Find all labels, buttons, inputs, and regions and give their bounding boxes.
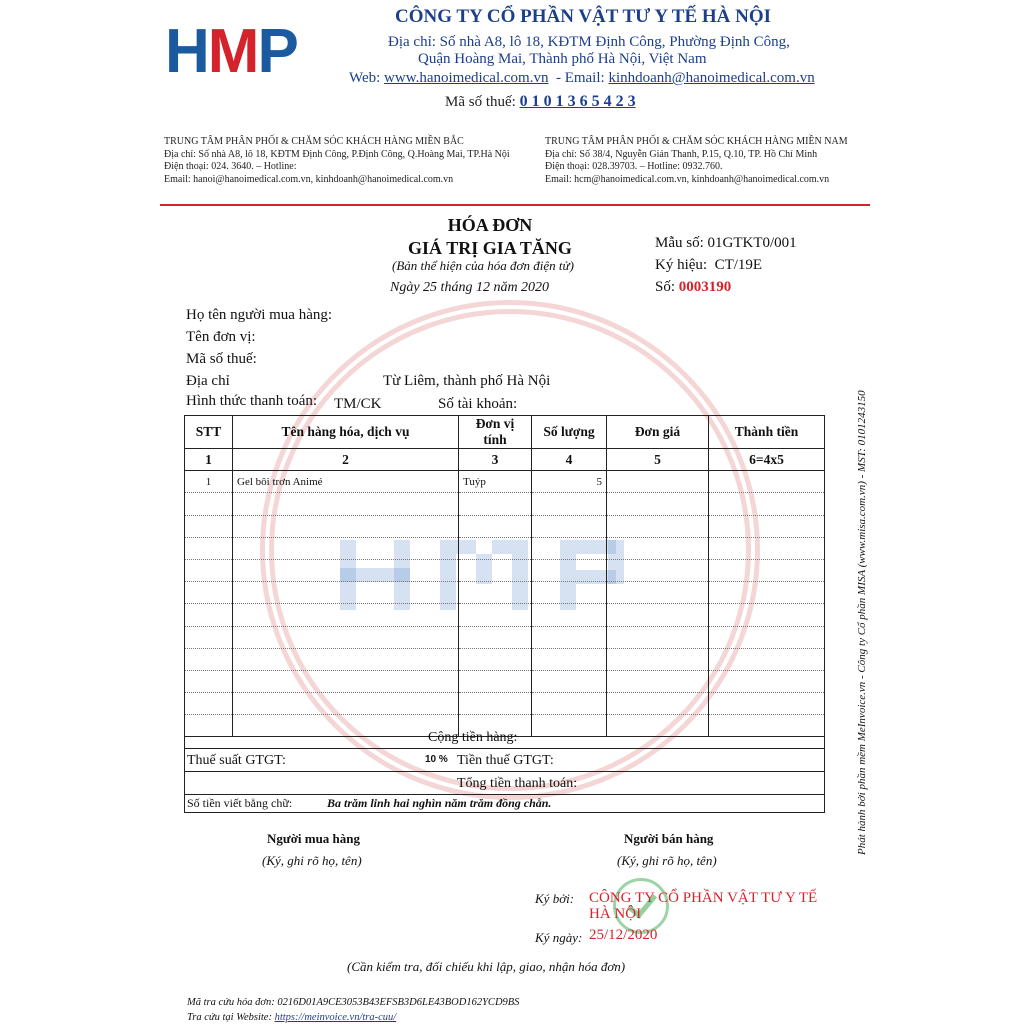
invoice-number: 0003190	[678, 279, 732, 295]
web-label: Web:	[349, 70, 381, 86]
amount-words: Ba trăm linh hai nghìn năm trăm đồng chẵn.	[327, 796, 552, 810]
email-label: - Email:	[555, 70, 605, 86]
seller-signature-title: Người bán hàng	[624, 831, 714, 846]
signed-by: CÔNG TY CỔ PHẦN VẬT TƯ Y TẾ HÀ NỘI	[589, 890, 818, 922]
amount-words-label: Số tiền viết bằng chữ:	[187, 796, 293, 810]
company-address-2: Quận Hoàng Mai, Thành phố Hà Nội, Việt Nam	[418, 51, 707, 67]
subtotal-label: Cộng tiền hàng:	[428, 730, 518, 745]
signed-date: 25/12/2020	[589, 927, 658, 943]
buyer-address: Từ Liêm, thành phố Hà Nội	[383, 373, 551, 389]
vat-rate-label: Thuế suất GTGT:	[187, 753, 286, 768]
header-divider	[160, 204, 870, 206]
check-note: (Cần kiểm tra, đối chiếu khi lập, giao, nhận hóa đơn)	[347, 959, 626, 974]
payment-label: Hình thức thanh toán:	[186, 393, 318, 409]
seller-signature-note: (Ký, ghi rõ họ, tên)	[617, 853, 717, 868]
invoice-date: Ngày 25 tháng 12 năm 2020	[390, 280, 550, 295]
buyer-signature-note: (Ký, ghi rõ họ, tên)	[262, 853, 362, 868]
invoice-title: HÓA ĐƠN GIÁ TRỊ GIA TĂNG	[408, 215, 572, 258]
lookup-site-link[interactable]: https://meinvoice.vn/tra-cuu/	[274, 1012, 397, 1023]
buyer-name-label: Họ tên người mua hàng:	[186, 307, 333, 323]
buyer-unit-label: Tên đơn vị:	[186, 329, 256, 345]
vat-amount-label: Tiền thuế GTGT:	[457, 753, 554, 768]
buyer-tax-label: Mã số thuế:	[186, 351, 257, 367]
tax-label: Mã số thuế:	[445, 94, 516, 110]
signed-by-label: Ký bởi:	[535, 891, 575, 906]
company-name: CÔNG TY CỔ PHẦN VẬT TƯ Y TẾ HÀ NỘI	[395, 6, 772, 27]
signed-date-label: Ký ngày:	[535, 930, 583, 945]
lookup-site-label: Tra cứu tại Website:	[187, 1012, 272, 1023]
table-row: 1 Gel bôi trơn Animé Tuýp 5	[185, 471, 825, 493]
tax-number: 0 1 0 1 3 6 5 4 2 3	[519, 93, 636, 110]
company-logo: HMP	[165, 17, 297, 86]
account-label: Số tài khoản:	[438, 396, 518, 412]
items-table: STT Tên hàng hóa, dịch vụ Đơn vị tính Số lượng Đơn giá Thành tiền 1 2 3 4 5 6=4x5 1 Gel bôi trơn Animé Tuýp 5	[184, 415, 825, 737]
invoice-meta: Mẫu số: 01GTKT0/001 Ký hiệu: CT/19E Số: 0003190	[655, 235, 797, 295]
total-label: Tổng tiền thanh toán:	[457, 776, 578, 791]
email-link[interactable]: kinhdoanh@hanoimedical.com.vn	[608, 70, 815, 86]
buyer-signature-title: Người mua hàng	[267, 831, 361, 846]
branch-south: TRUNG TÂM PHÂN PHỐI & CHĂM SÓC KHÁCH HÀNG MIỀN NAM Địa chỉ: Số 38/4, Nguyễn Giản Thanh, P.15, Q.10, TP. Hồ Chí Minh Điện thoại: 028.39703. – Hotline: 0932.760. Email: hcm@hanoimedical.com.vn, kinhdoanh@hanoimedical.com.vn	[545, 136, 848, 185]
side-publisher-note: Phát hành bởi phần mềm MeInvoice.vn - Công ty Cổ phần MISA (www.misa.com.vn) - MST: 0101243150	[856, 390, 868, 855]
company-address-1: Địa chỉ: Số nhà A8, lô 18, KĐTM Định Công, Phường Định Công,	[388, 34, 790, 50]
invoice-subtitle: (Bản thể hiện của hóa đơn điện tử)	[392, 258, 574, 273]
branch-north: TRUNG TÂM PHÂN PHỐI & CHĂM SÓC KHÁCH HÀNG MIỀN BẮC Địa chỉ: Số nhà A8, lô 18, KĐTM Định Công, P.Định Công, Q.Hoàng Mai, TP.Hà Nội Điện thoại: 024. 3640. – Hotline: Email: hanoi@hanoimedical.com.vn, kinhdoanh@hanoimedical.com.vn	[164, 136, 510, 185]
web-link[interactable]: www.hanoimedical.com.vn	[384, 70, 549, 86]
vat-rate: 10 %	[425, 754, 448, 765]
buyer-address-label: Địa chỉ	[186, 373, 230, 389]
payment-method: TM/CK	[334, 396, 382, 412]
lookup-code: Mã tra cứu hóa đơn: 0216D01A9CE3053B43EFSB3D6LE43BOD162YCD9BS	[187, 997, 520, 1008]
